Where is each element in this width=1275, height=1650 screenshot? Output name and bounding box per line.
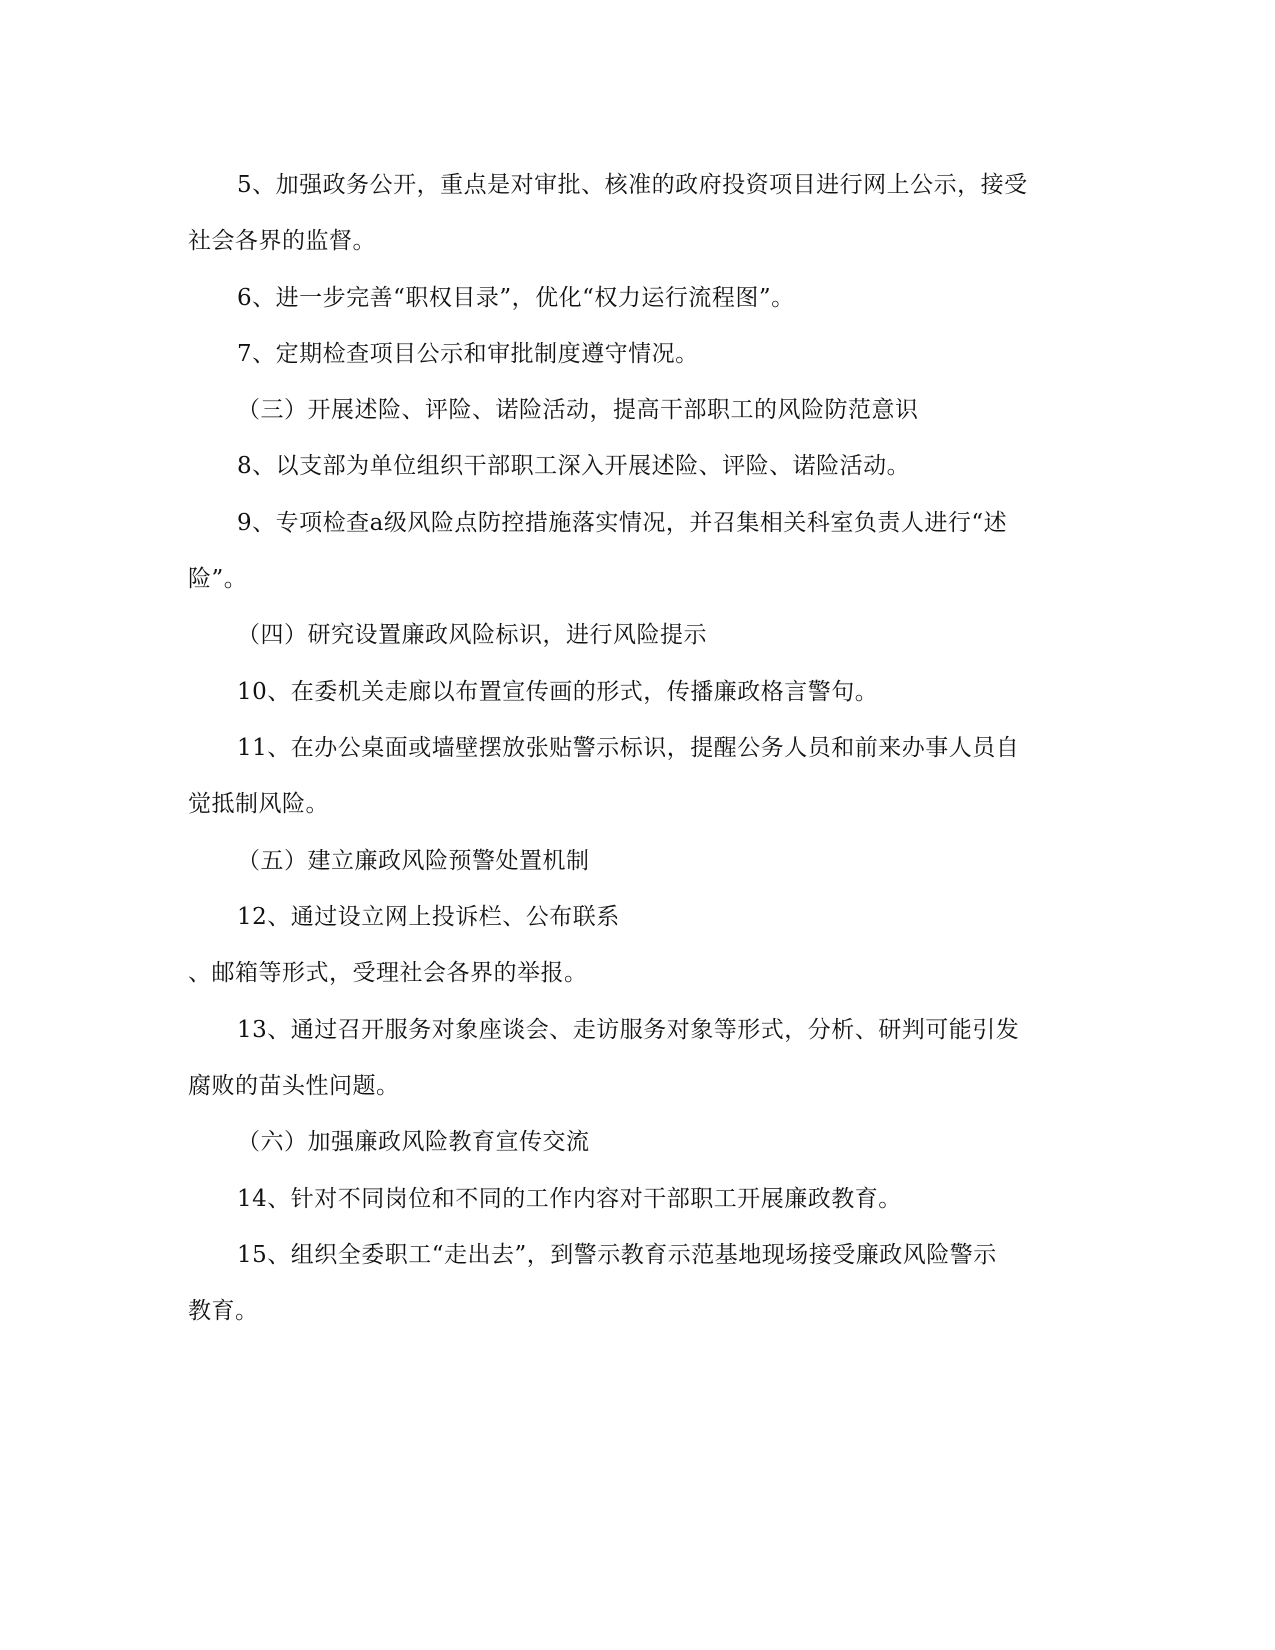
paragraph-5-line-2: 社会各界的监督。 xyxy=(188,228,376,254)
section-heading-6: （六）加强廉政风险教育宣传交流 xyxy=(237,1129,590,1155)
paragraph-11-line-2: 觉抵制风险。 xyxy=(188,791,329,817)
paragraph-14: 14、针对不同岗位和不同的工作内容对干部职工开展廉政教育。 xyxy=(237,1186,902,1212)
paragraph-6: 6、进一步完善“职权目录”，优化“权力运行流程图”。 xyxy=(237,285,795,311)
paragraph-9-line-1: 9、专项检查a级风险点防控措施落实情况，并召集相关科室负责人进行“述 xyxy=(237,510,1008,536)
paragraph-9-line-2: 险”。 xyxy=(188,566,248,592)
paragraph-8: 8、以支部为单位组织干部职工深入开展述险、评险、诺险活动。 xyxy=(237,453,911,479)
paragraph-11-line-1: 11、在办公桌面或墙壁摆放张贴警示标识，提醒公务人员和前来办事人员自 xyxy=(237,735,1020,761)
paragraph-12-line-2: 、邮箱等形式，受理社会各界的举报。 xyxy=(188,960,588,986)
paragraph-12-line-1: 12、通过设立网上投诉栏、公布联系 xyxy=(237,904,620,930)
paragraph-5-line-1: 5、加强政务公开，重点是对审批、核准的政府投资项目进行网上公示，接受 xyxy=(237,172,1028,198)
paragraph-13-line-2: 腐败的苗头性问题。 xyxy=(188,1073,400,1099)
paragraph-15-line-2: 教育。 xyxy=(188,1298,259,1324)
paragraph-15-line-1: 15、组织全委职工“走出去”，到警示教育示范基地现场接受廉政风险警示 xyxy=(237,1242,997,1268)
paragraph-7: 7、定期检查项目公示和审批制度遵守情况。 xyxy=(237,341,699,367)
section-heading-3: （三）开展述险、评险、诺险活动，提高干部职工的风险防范意识 xyxy=(237,397,919,423)
paragraph-13-line-1: 13、通过召开服务对象座谈会、走访服务对象等形式，分析、研判可能引发 xyxy=(237,1017,1020,1043)
section-heading-5: （五）建立廉政风险预警处置机制 xyxy=(237,848,590,874)
section-heading-4: （四）研究设置廉政风险标识，进行风险提示 xyxy=(237,622,707,648)
paragraph-10: 10、在委机关走廊以布置宣传画的形式，传播廉政格言警句。 xyxy=(237,679,879,705)
